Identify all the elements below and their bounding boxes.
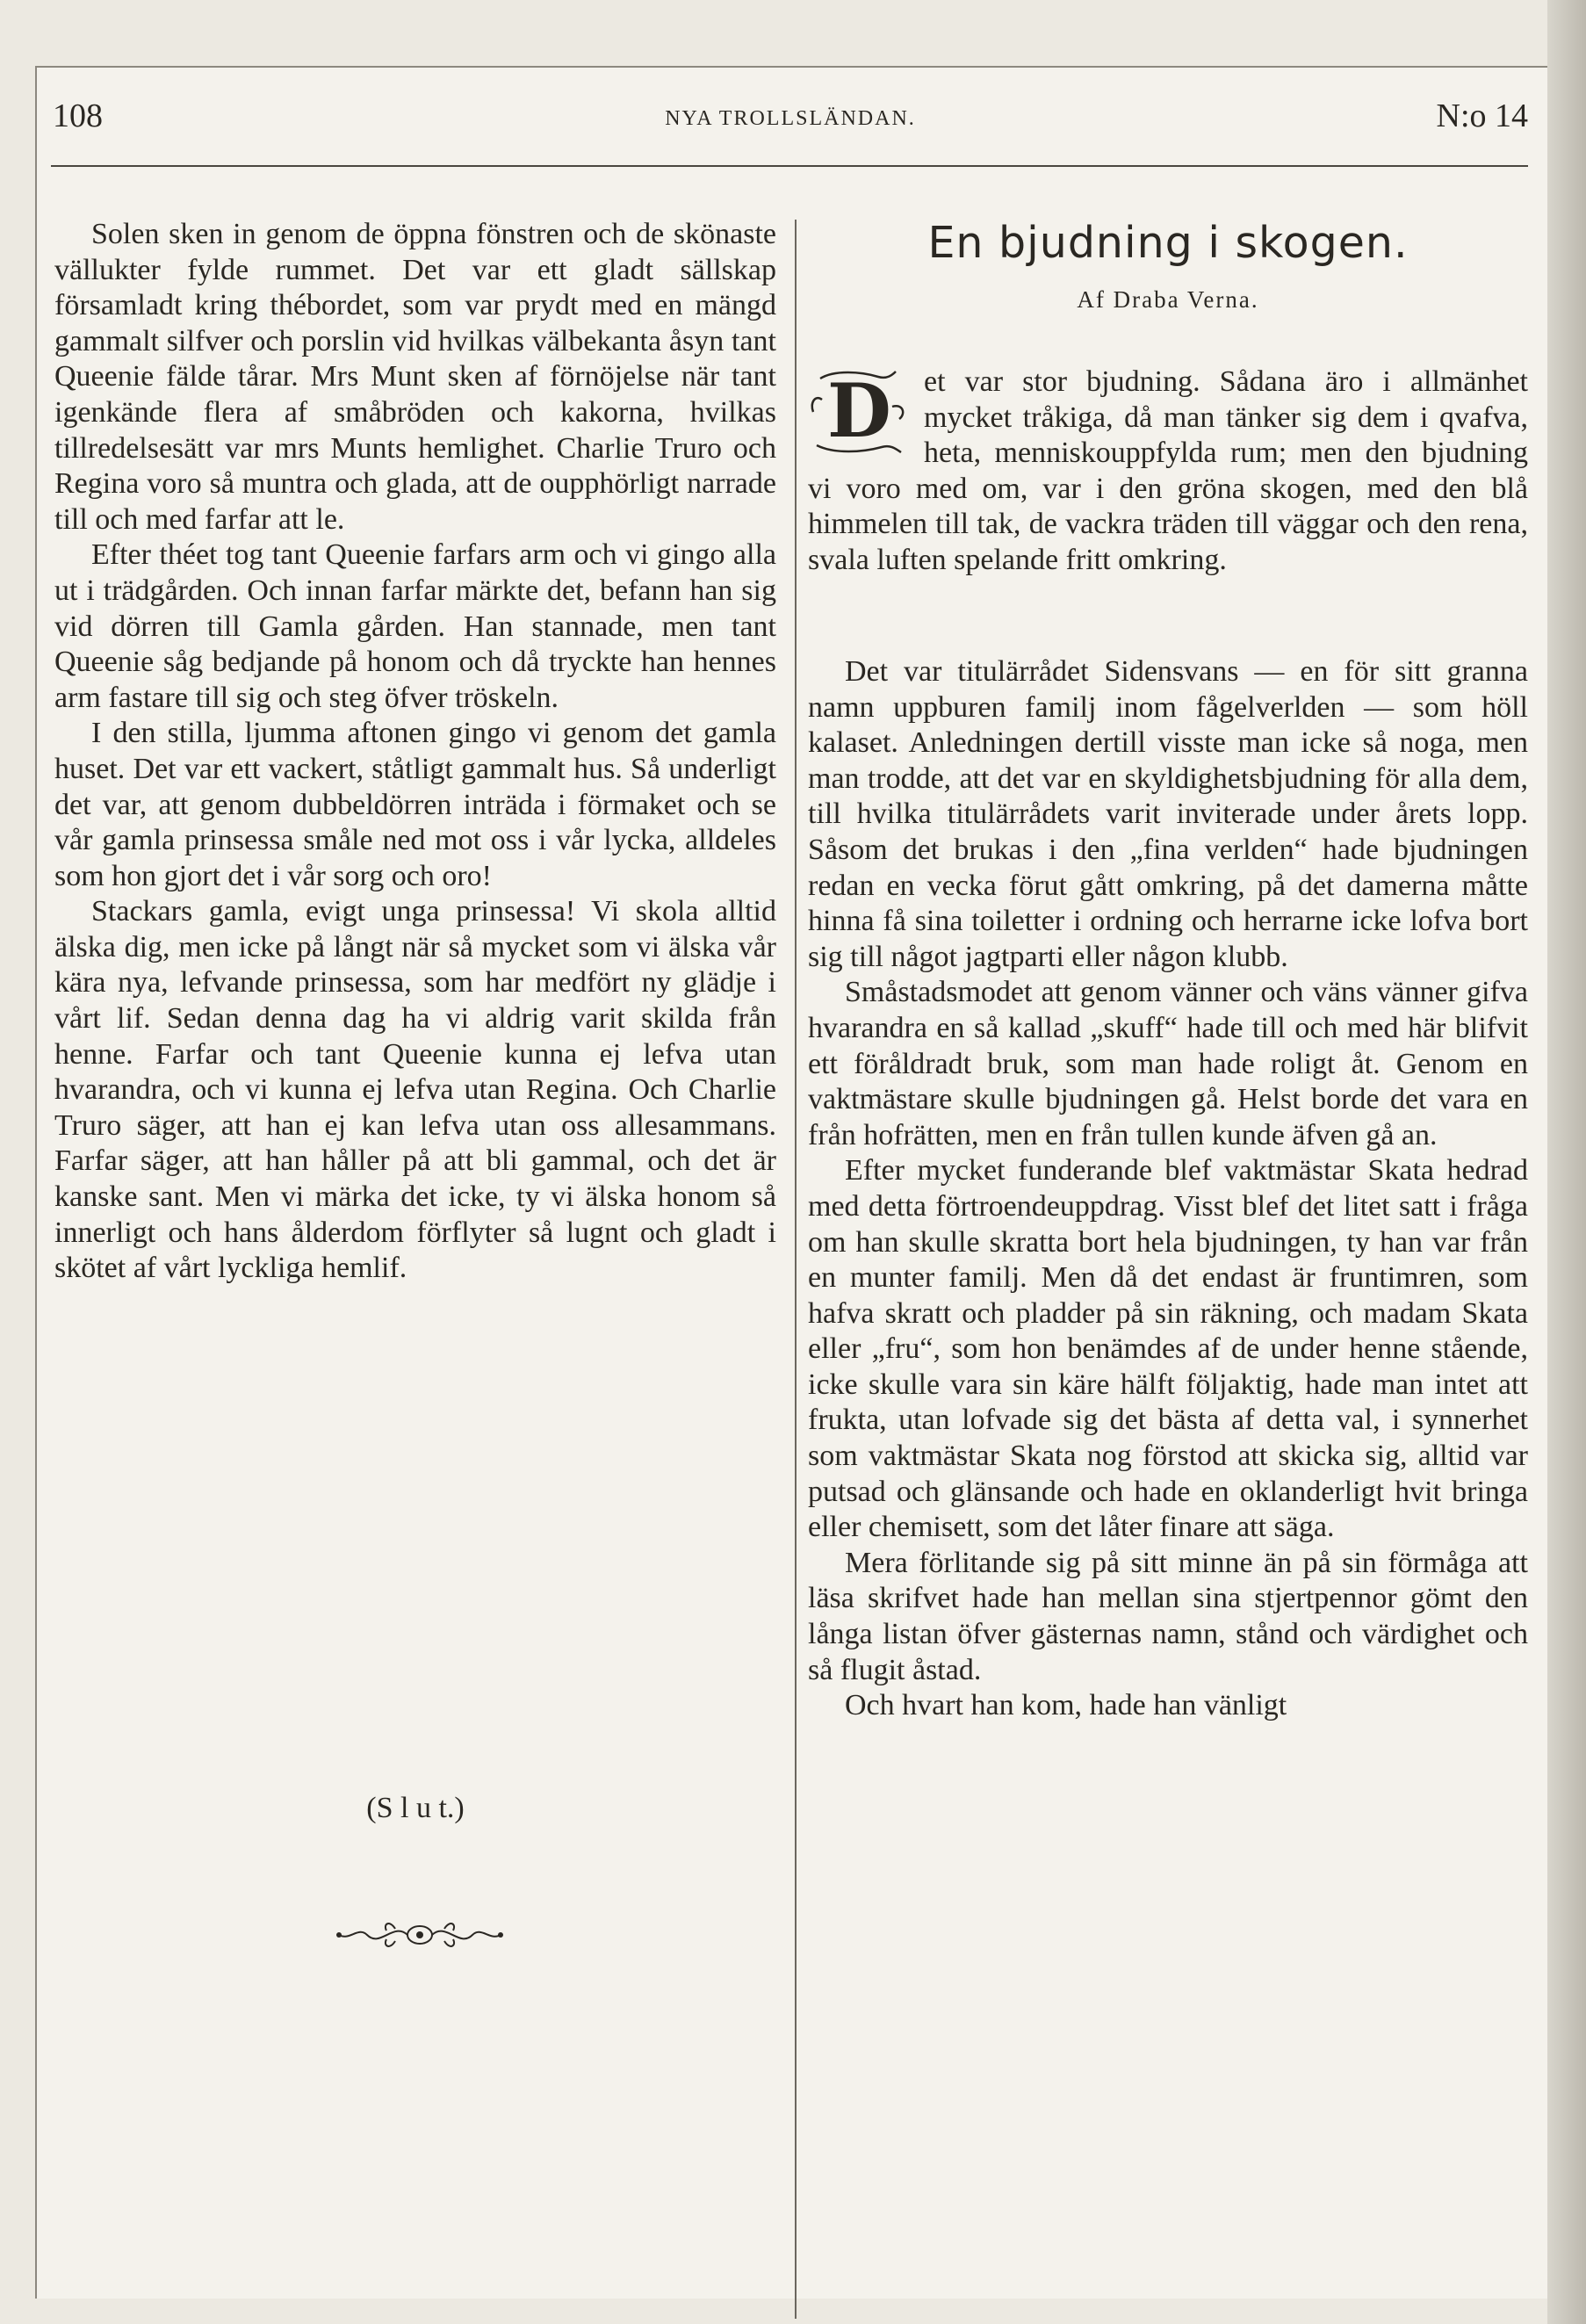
opening-text: et var stor bjudning. Sådana äro i allmänhet mycket tråkiga, då man tänker sig dem i qvafva, heta, menniskouppfylda rum; men den bjudning vi voro med om, var i den gröna skogen, med den blå himmelen till tak, de vackra träden till väggar och den rena, svala luften spelande fritt omkring. [808,365,1528,576]
article-opening [808,364,1528,579]
article-title: En bjudning i skogen. [927,218,1409,268]
running-title: NYA TROLLSLÄNDAN. [665,107,916,130]
left-paragraph-4: Stackars gamla, evigt unga prinsessa! Vi skola alltid älska dig, men icke på långt när så mycket som vi älska vår kära nya, lefvande prinsessa, som har medfört ny glädje i vårt lif. Sedan denna dag ha vi aldrig varit skilda från henne. Farfar och tant Queenie kunna ej lefva utan hvarandra, och vi kunna ej lefva utan Regina. Och Charlie Truro säger, att han ej kan lefva utan oss allesammans. Farfar säger, att han håller på att bli gammal, och det är kanske sant. Men vi märka det icke, ty vi älska honom så innerligt och hans ålderdom förflyter så lugnt och gladt i skötet af vårt lyckliga hemlif. [54,895,776,1285]
right-paragraph-5: Och hvart han kom, hade han vänligt [845,1689,1287,1722]
header-rule [51,165,1528,167]
right-paragraph-2: Småstadsmodet att genom vänner och väns vänner gifva hvarandra en så kallad „skuff“ hade till och med här blifvit ett föråldradt bruk, som man hade roligt åt. Genom en vaktmästare skulle bjudningen gå. Helst borde det vara en från hofrätten, men en från tullen kunde äfven gå an. [808,976,1528,1151]
drop-cap-letter: D [827,367,891,454]
page-number: 108 [53,97,103,134]
page-header [53,97,1528,149]
drop-cap [808,368,912,456]
issue-number: N:o 14 [1436,97,1528,134]
left-paragraph-3: I den stilla, ljumma aftonen gingo vi genom det gamla huset. Det var ett vackert, ståtligt gammalt hus. Så underligt det var, att genom dubbeldörren inträda i förmaket och se vår gamla prinsessa småle ned mot oss i vår lycka, alldeles som hon gjort det i vår sorg och oro! [54,717,776,892]
end-mark: (S l u t.) [366,1792,465,1824]
book-page-edge [1547,0,1586,2324]
article-byline: Af Draba Verna. [1077,286,1259,313]
left-paragraph-1: Solen sken in genom de öppna fönstren och de skönaste vällukter fylde rummet. Det var ett gladt sällskap församladt kring thébordet, som var prydt med en mängd gammalt silfver och porslin vid hvilkas välbekanta åsyn tant Queenie fälde tårar. Mrs Munt sken af förnöjelse när tant igenkände flera af småbröden och kakorna, hvilkas tillredelsesätt var mrs Munts hemlighet. Charlie Truro och Regina voro så muntra och glada, att de oupphörligt narrade till och med farfar att le. [54,218,776,536]
left-column [54,217,776,1287]
right-column [808,654,1528,1724]
left-paragraph-2: Efter théet tog tant Queenie farfars arm och vi gingo alla ut i trädgården. Och innan farfar märkte det, befann han sig vid dörren till Gamla gården. Han stannade, men tant Queenie såg bedjande på honom och då tryckte han hennes arm fastare till sig och steg öfver tröskeln. [54,538,776,714]
column-divider [795,220,797,2319]
right-paragraph-4: Mera förlitande sig på sitt minne än på sin förmåga att läsa skrifvet hade han mellan sina stjertpennor gömt den långa listan öfver gästernas namn, stånd och värdighet och så flugit åstad. [808,1546,1528,1686]
right-paragraph-3: Efter mycket funderande blef vaktmästar Skata hedrad med detta förtroendeuppdrag. Visst blef det litet satt i fråga om han skulle skratta bort hela bjudningen, ty han var från en munter familj. Men då det endast är fruntimren, som hafva skratt och pladder på sin räkning, och madam Skata eller „fru“, som hon benämdes af de under henne stående, icke skulle vara sin käre hälft följaktig, hade man intet att frukta, utan lofvade sig det bästa af detta val, i synnerhet som vaktmästar Skata nog förstod att skicka sig, alltid var putsad och glänsande och hade en oklanderligt hvit bringa eller chemisett, som det låter finare att säga. [808,1154,1528,1544]
ornament-icon [332,1913,508,1957]
right-paragraph-1: Det var titulärrådet Sidensvans — en för sitt granna namn uppburen familj inom fågelverlden — som höll kalaset. Anledningen dertill visste man icke så noga, men man trodde, att det var en skyldighetsbjudning för alla dem, till hvilka titulärrådets varit inviterade under årets lopp. Såsom det brukas i den „fina verlden“ hade bjudningen redan en vecka förut gått omkring, på det damerna måtte hinna få sina toiletter i ordning och herrarne icke lofva bort sig till något jagtparti eller någon klubb. [808,655,1528,973]
